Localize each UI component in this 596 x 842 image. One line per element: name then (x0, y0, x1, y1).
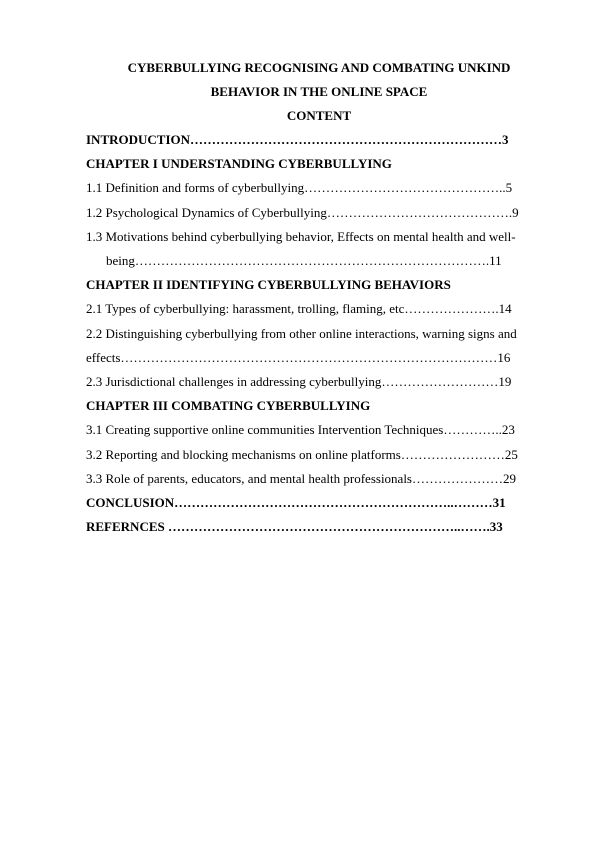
content-heading: CONTENT (286, 108, 352, 123)
table-of-contents (86, 128, 556, 539)
toc-chapter-2: CHAPTER II IDENTIFYING CYBERBULLYING BEHAVIORS (86, 277, 451, 293)
toc-chapter-1: CHAPTER I UNDERSTANDING CYBERBULLYING (86, 156, 392, 172)
toc-entry-conclusion: CONCLUSION………………………………………………………..………31 (86, 495, 506, 511)
toc-entry-introduction: INTRODUCTION………………………………………………………………3 (86, 132, 509, 147)
toc-entry-2-2: 2.2 Distinguishing cyberbullying from other online interactions, warning signs and (86, 325, 517, 341)
document-title-line-2: BEHAVIOR IN THE ONLINE SPACE (210, 84, 428, 99)
toc-entry-references: REFERNCES …………………………………………………………..…….33 (86, 519, 503, 535)
toc-chapter-3: CHAPTER III COMBATING CYBERBULLYING (86, 398, 371, 414)
toc-entry-2-2-continued: effects……………………………………………………………………………16 (86, 349, 511, 365)
toc-entry-1-1: 1.1 Definition and forms of cyberbullying………………………………………..5 (86, 180, 513, 196)
toc-entry-3-2: 3.2 Reporting and blocking mechanisms on online platforms……………………25 (86, 446, 518, 462)
toc-entry-3-1: 3.1 Creating supportive online communities Intervention Techniques…………..23 (86, 422, 515, 438)
document-title-line-1: CYBERBULLYING RECOGNISING AND COMBATING UNKIND (127, 60, 511, 75)
toc-entry-2-3: 2.3 Jurisdictional challenges in addressing cyberbullying………………………19 (86, 374, 512, 390)
toc-entry-2-1: 2.1 Types of cyberbullying: harassment, trolling, flaming, etc………………….14 (86, 301, 512, 317)
toc-entry-1-3: 1.3 Motivations behind cyberbullying behavior, Effects on mental health and well- (86, 228, 516, 244)
toc-entry-3-3: 3.3 Role of parents, educators, and mental health professionals…………………29 (86, 470, 516, 486)
title-block (86, 56, 552, 128)
toc-entry-1-3-continued: being……………………………………………………………………….11 (106, 253, 502, 269)
toc-entry-1-2: 1.2 Psychological Dynamics of Cyberbullying…………………………………….9 (86, 204, 519, 220)
